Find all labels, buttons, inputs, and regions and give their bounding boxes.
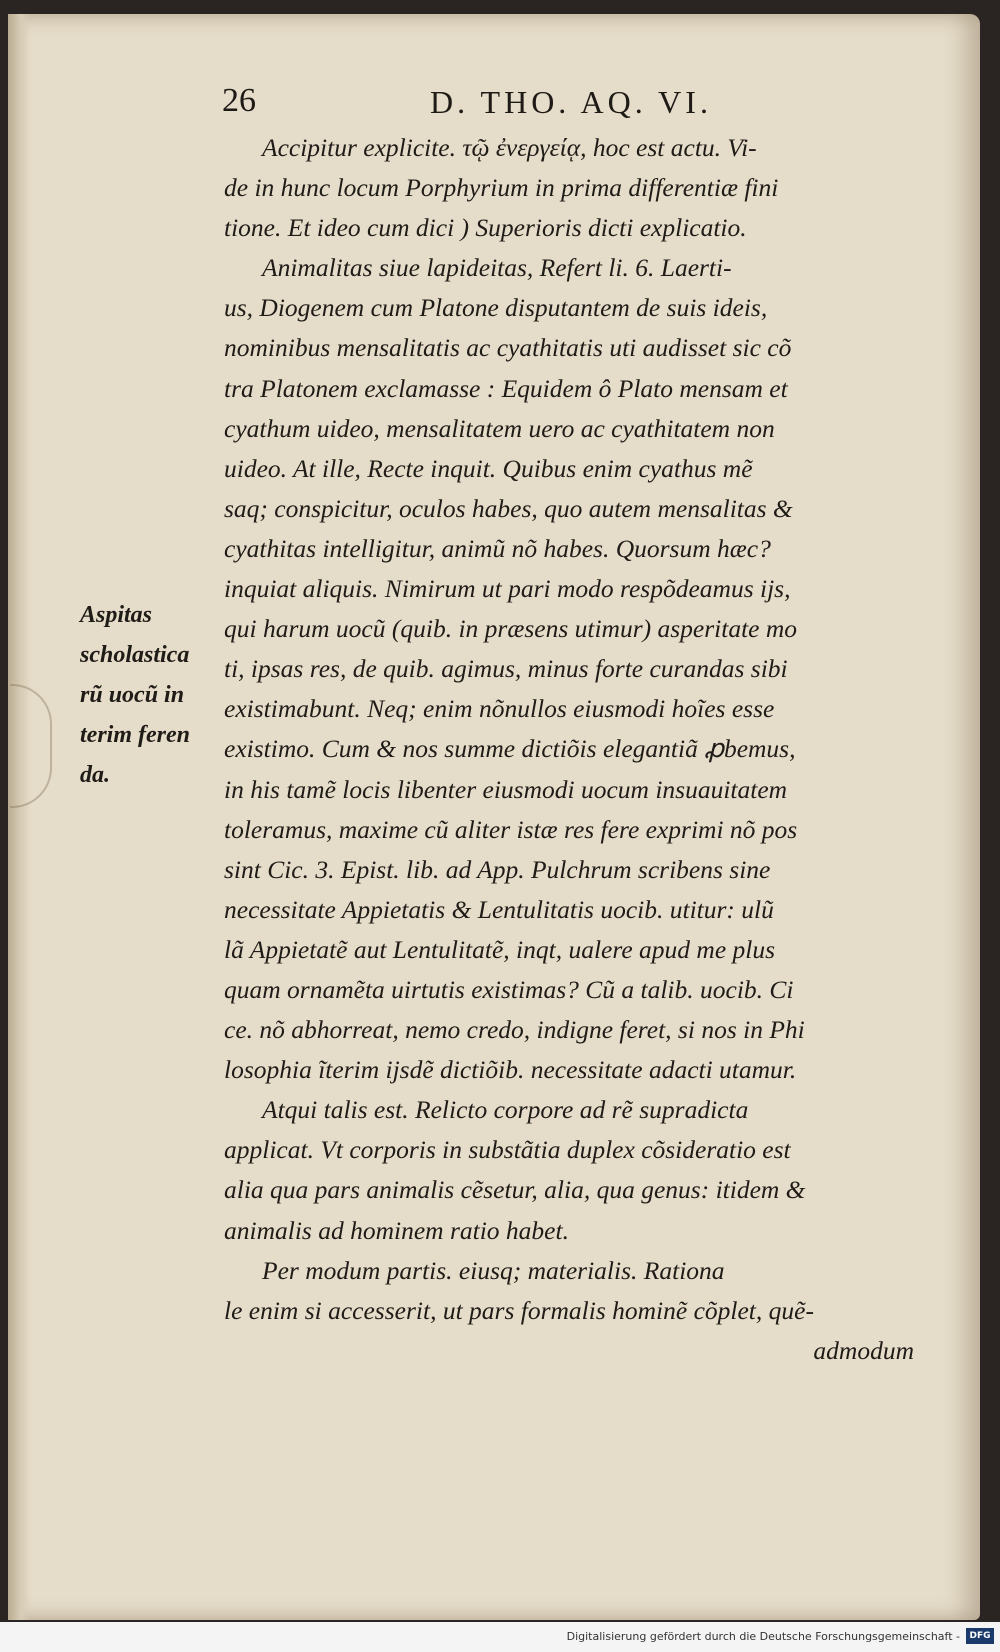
page-header (222, 82, 762, 122)
text-line: toleramus, maxime cũ aliter istæ res fere exprimi nõ pos (224, 814, 798, 844)
text-line: existimabunt. Neq; enim nõnullos eiusmodi hoĩes esse (224, 694, 775, 724)
text-line: alia qua pars animalis cẽsetur, alia, qua genus: itidem & (224, 1175, 806, 1205)
text-line: quam ornamẽta uirtutis existimas? Cũ a talib. uocib. Ci (224, 974, 794, 1004)
text-line: tione. Et ideo cum dici ) Superioris dicti explicatio. (224, 213, 747, 243)
text-line: ti, ipsas res, de quib. agimus, minus forte curandas sibi (224, 654, 788, 684)
text-line: inquiat aliquis. Nimirum ut pari modo respõdeamus ijs, (224, 574, 791, 604)
footer-credit: Digitalisierung gefördert durch die Deutsche Forschungsgemeinschaft - (566, 1630, 960, 1643)
text-line: le enim si accesserit, ut pars formalis hominẽ cõplet, quẽ- (224, 1295, 814, 1325)
text-line: Accipitur explicite. τῷ ἐνεργείᾳ, hoc est actu. Vi- (262, 133, 757, 162)
text-line: losophia ĩterim ijsdẽ dictiõib. necessitate adacti utamur. (224, 1055, 797, 1085)
dfg-logo-icon: DFG (966, 1628, 994, 1644)
text-line: saq; conspicitur, oculos habes, quo autem mensalitas & (224, 493, 793, 523)
text-line: tra Platonem exclamasse : Equidem ô Plato mensam et (224, 373, 788, 403)
text-line: lã Appietatẽ aut Lentulitatẽ, inqt, ualere apud me plus (224, 934, 776, 964)
text-line: Animalitas siue lapideitas, Refert li. 6. Laerti- (262, 253, 732, 283)
margin-note-line: da. (80, 762, 110, 789)
text-line: animalis ad hominem ratio habet. (224, 1215, 569, 1245)
margin-note-line: rũ uocũ in (80, 682, 185, 709)
text-line: sint Cic. 3. Epist. lib. ad App. Pulchrum scribens sine (224, 854, 771, 884)
text-line: applicat. Vt corporis in substãtia duplex cõsideratio est (224, 1135, 791, 1165)
digitization-footer (0, 1622, 1000, 1652)
margin-note-line: Aspitas (80, 602, 153, 628)
text-line: necessitate Appietatis & Lentulitatis uocib. utitur: ulũ (224, 894, 774, 924)
text-line: cyathitas intelligitur, animũ nõ habes. Quorsum hæc? (224, 533, 771, 563)
margin-note (80, 595, 230, 795)
catchword: admodum (813, 1335, 914, 1365)
text-line: Atqui talis est. Relicto corpore ad rẽ supradicta (262, 1095, 749, 1125)
text-line: uideo. At ille, Recte inquit. Quibus enim cyathus mẽ (224, 453, 753, 483)
text-line: in his tamẽ locis libenter eiusmodi uocum insuauitatem (224, 774, 788, 804)
text-line: ce. nõ abhorreat, nemo credo, indigne feret, si nos in Phi (224, 1015, 805, 1045)
clasp-mark (10, 684, 52, 808)
text-line: Per modum partis. eiusq; materialis. Rationa (262, 1255, 725, 1285)
page-gutter (8, 14, 30, 1620)
text-line: nominibus mensalitatis ac cyathitatis uti audisset sic cõ (224, 333, 792, 363)
text-line: qui harum uocũ (quib. in præsens utimur) asperitate mo (224, 614, 798, 644)
text-line: us, Diogenem cum Platone disputantem de suis ideis, (224, 293, 768, 323)
page-number: 26 (222, 82, 256, 119)
margin-note-line: terim feren (80, 722, 190, 749)
text-line: existimo. Cum & nos summe dictiõis elegantiã ꝓbemus, (224, 734, 796, 764)
text-line: de in hunc locum Porphyrium in prima differentiæ fini (224, 173, 779, 203)
text-line: cyathum uideo, mensalitatem uero ac cyathitatem non (224, 413, 775, 443)
running-head: D. THO. AQ. VI. (430, 84, 712, 120)
margin-note-line: scholastica (80, 642, 190, 669)
body-text (224, 128, 914, 1371)
